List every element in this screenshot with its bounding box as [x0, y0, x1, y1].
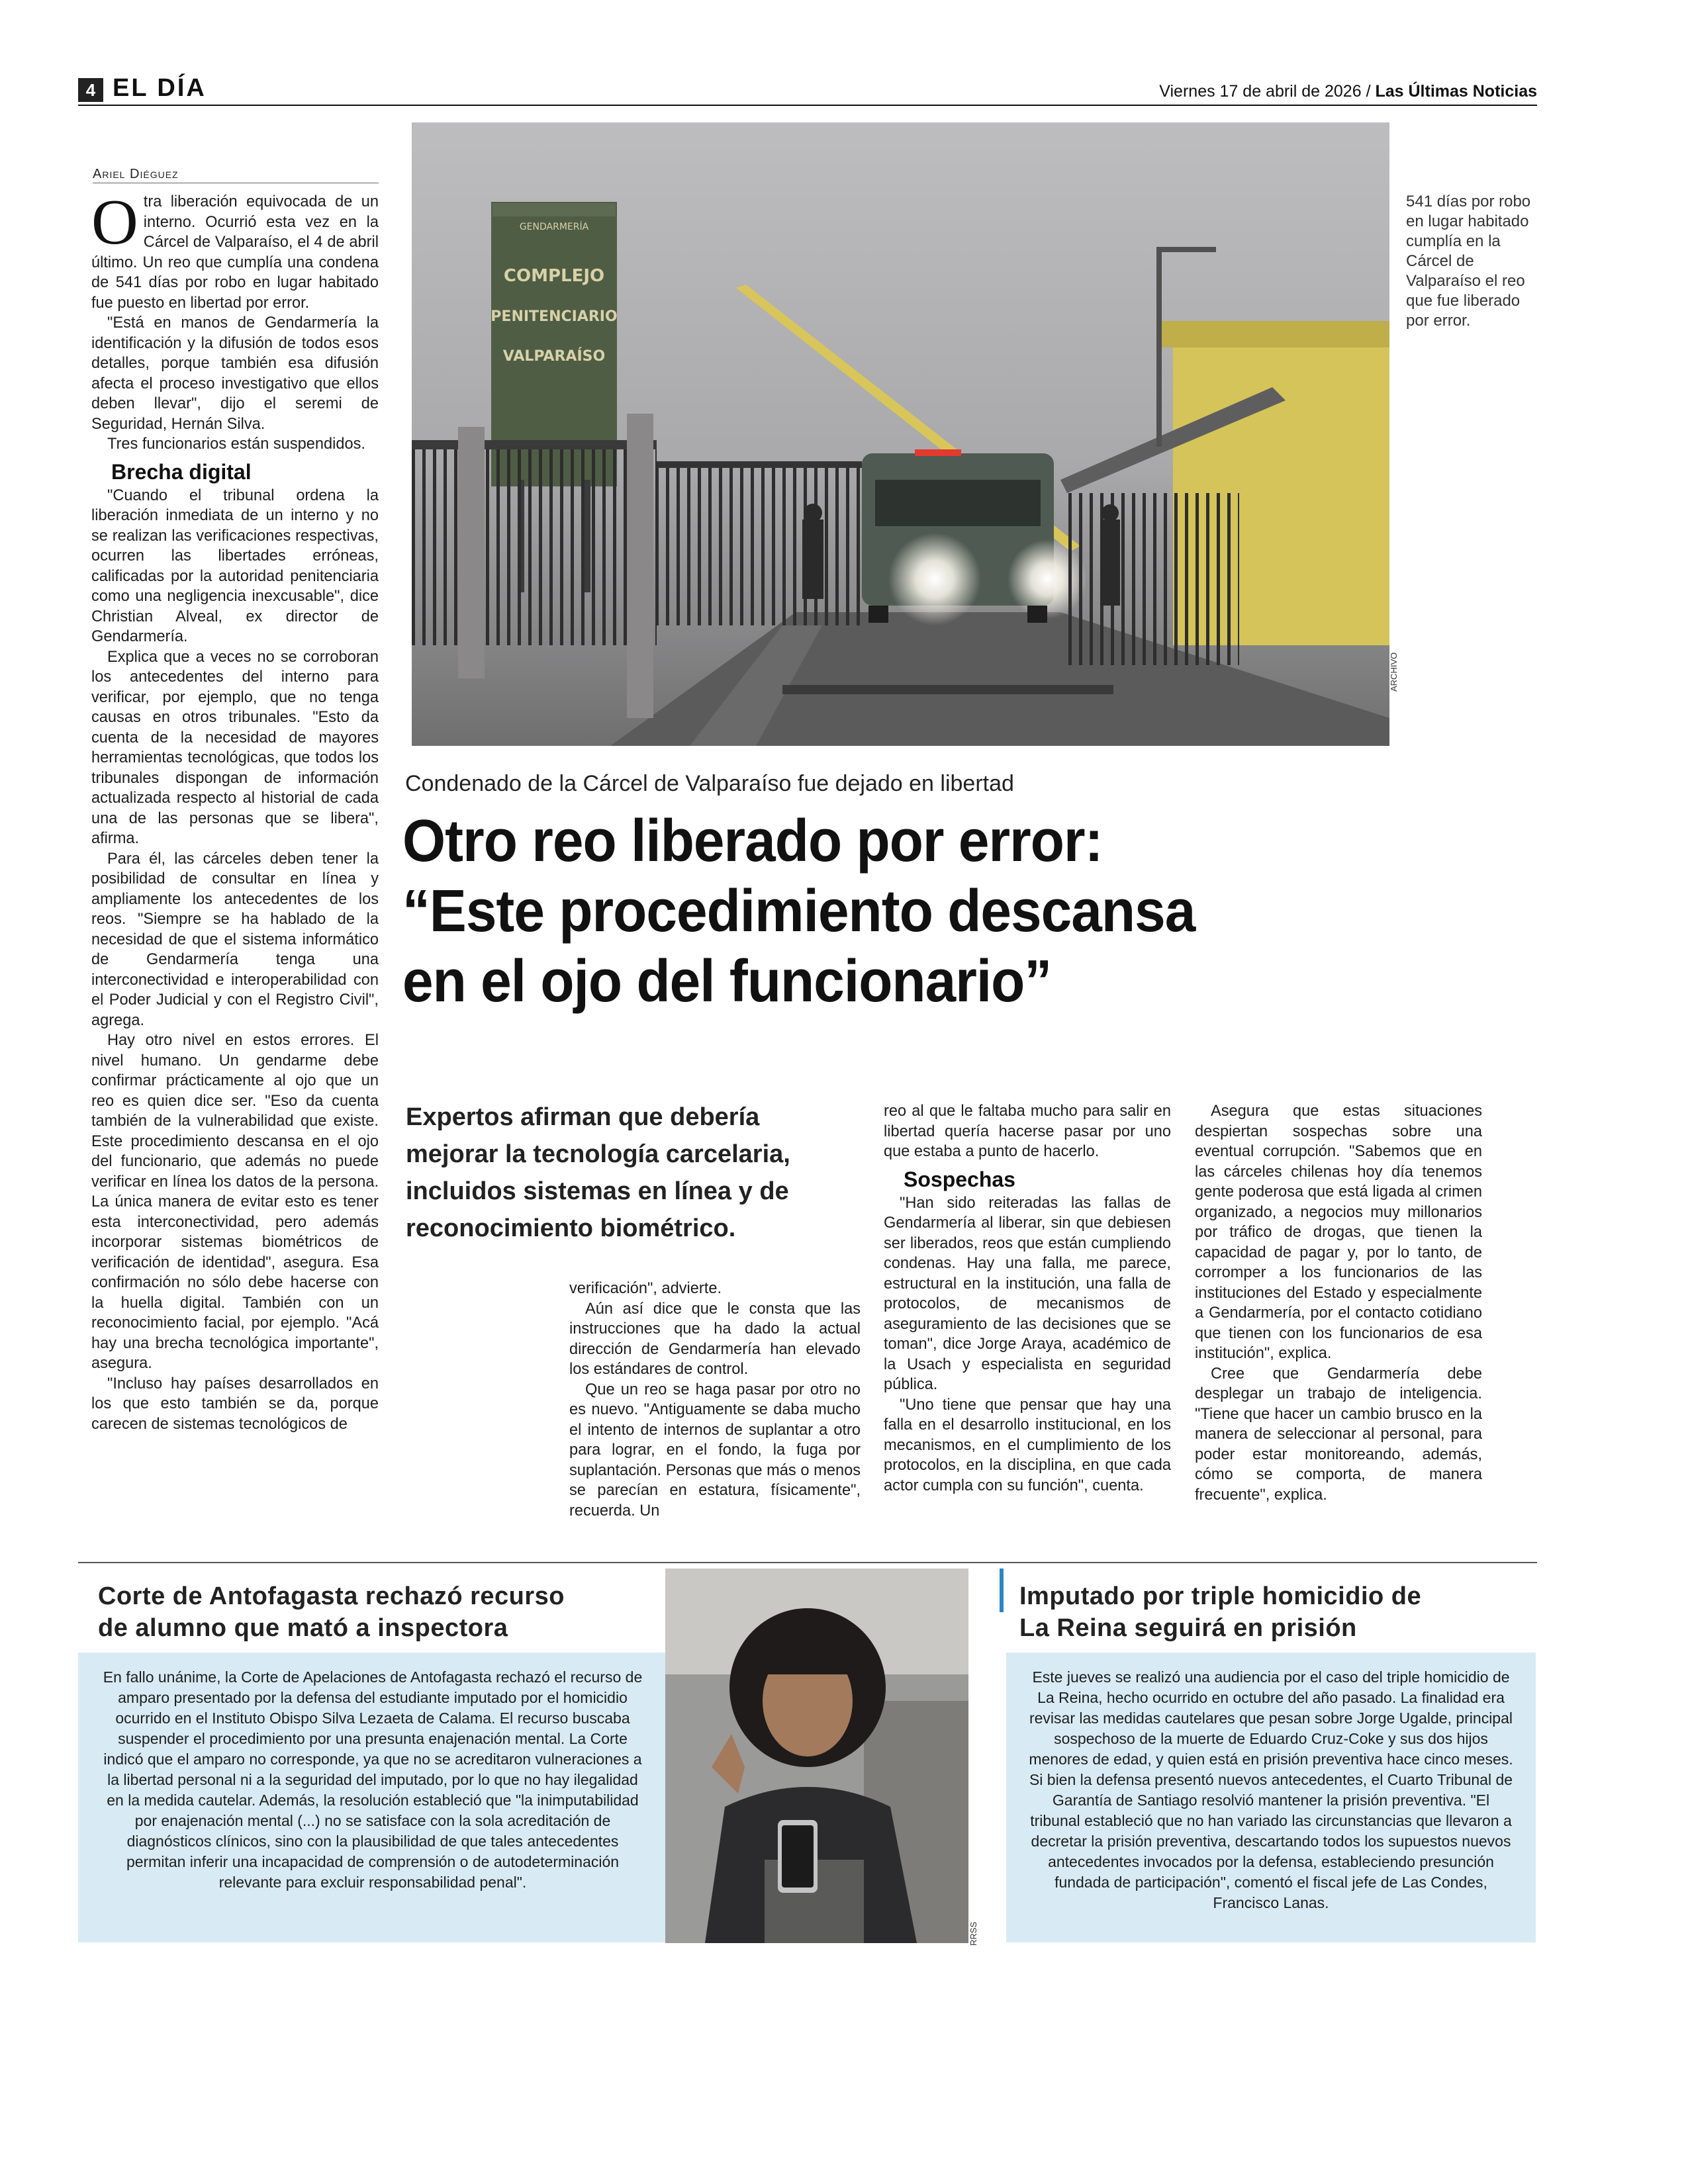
paragraph: Cree que Gendarmería debe desplegar un trabajo de inteligencia. "Tiene que hacer un cambio brusco en la manera de seleccionar al personal, para poder estar monitoreando, además, cómo se comporta, de manera frecuente", explica.	[1195, 1365, 1482, 1504]
subhead-sospechas: Sospechas	[904, 1167, 1015, 1191]
section-divider	[78, 1562, 1537, 1563]
brief-1-box	[78, 1653, 667, 1942]
sign-text-1: GENDARMERÍA	[519, 222, 589, 232]
lead-paragraph: Otra liberación equivocada de un interno. Ocurrió esta vez en la Cárcel de Valparaíso, el 4 de abril último. Un reo que cumplía una condena de 541 días por robo en lugar habitado fue puesto en libertad por error.	[91, 187, 379, 312]
paragraph: Tres funcionarios están suspendidos.	[107, 435, 365, 453]
brief-2-accent-bar	[1000, 1569, 1004, 1612]
photo-credit: ARCHIVO	[1389, 652, 1399, 692]
brief-1-text: En fallo unánime, la Corte de Apelaciones de Antofagasta rechazó el recurso de amparo presentado por la defensa del estudiante imputado por el homicidio ocurrido en el Instituto Obispo Silva Lezaeta de Calama. El recurso buscaba suspender el procedimiento por una presunta enajenación mental. La Corte indicó que el amparo no corresponde, ya que no se acreditaron vulneraciones a la libertad personal ni a la seguridad del imputado, por lo que no hay ilegalidad en la medida cautelar. Además, la resolución estableció que "la inimputabilidad por enajenación mental (...) no se satisface con la sola acreditación de diagnósticos clínicos, sino con la plausibilidad de que tales antecedentes permitan inferir una incapacidad de comprensión o de autodeterminación relevante para excluir responsabilidad penal".	[103, 1668, 643, 1891]
paragraph: "Está en manos de Gendarmería la identificación y la difusión de todos esos detalles, porque también esa difusión afecta el proceso investigativo que ellos deben llevar", dijo el seremi de Seguridad, Hernán Silva.	[91, 314, 379, 433]
page-number: 4	[78, 78, 103, 102]
paragraph: Que un reo se haga pasar por otro no es nuevo. "Antiguamente se daba mucho el intento de internos de suplantar a otro para lograr, en el fondo, la fuga por suplantación. Personas que más o menos se parecían en estatura, físicamente", recuerda. Un	[569, 1381, 861, 1520]
headline-line: Otro reo liberado por error:	[402, 808, 1103, 874]
sign-text-3: PENITENCIARIO	[491, 308, 618, 325]
byline: Ariel Diéguez	[93, 167, 179, 181]
paragraph: Asegura que estas situaciones despiertan sospechas sobre una eventual corrupción. "Sabemos que en las cárceles chilenas hoy día tenemos gente poderosa que está ligada al crimen organizado, a negocios muy millonarios por tráfico de drogas, que tienen la capacidad de pagar y, por lo tanto, de corromper a los funcionarios de las instituciones del Estado y especialmente a Gendarmería, por el contacto cotidiano que tienen con los funcionarios de esa institución", explica.	[1195, 1103, 1482, 1362]
paragraph: "Uno tiene que pensar que hay una falla en el desarrollo institucional, en los mecanismos, en el cumplimiento de los protocolos, en la disciplina, en que cada actor cumpla con su función", cuenta.	[884, 1396, 1171, 1494]
brief-2-text: Este jueves se realizó una audiencia por el caso del triple homicidio de La Reina, hecho ocurrido en octubre del año pasado. La finalidad era revisar las medidas cautelares que pesan sobre Jorge Ugalde, principal sospechoso de la muerte de Eduardo Cruz-Coke y sus dos hijos menores de edad, y quien está en prisión preventiva hace cinco meses. Si bien la defensa presentó nuevos antecedentes, el Cuarto Tribunal de Garantía de Santiago resolvió mantener la prisión preventiva. "El tribunal estableció que no han variado las circunstancias que llevaron a decretar la prisión preventiva, descartando todos los supuestos nuevos antecedentes invocados por la defensa, estableciendo presunción fundada de participación", comentó el fiscal jefe de Las Condes, Francisco Lanas.	[1029, 1668, 1513, 1911]
headline-line: “Este procedimiento descansa	[402, 878, 1196, 944]
issue-date: Viernes 17 de abril de 2026	[1159, 82, 1362, 101]
sign-text-2: COMPLEJO	[503, 266, 605, 286]
paragraph: Explica que a veces no se corroboran los antecedentes del interno para verificar, por ejemplo, que no tenga causas en otros tribunales. "Esto da cuenta de la necesidad de mayores herramientas tecnológicas, que todos los tribunales dispongan de información actualizada respecto al historial de cada una de las personas que se libera", afirma.	[91, 648, 379, 847]
publication-name: Las Últimas Noticias	[1375, 82, 1537, 101]
paragraph: Hay otro nivel en estos errores. El nivel humano. Un gendarme debe confirmar prácticamente al ojo que un reo es quien dice ser. "Eso da cuenta también de la vulnerabilidad que existe. Este procedimiento descansa en el ojo del funcionario, que además no puede verificar en línea los datos de la persona. La única manera de evitar esto es tener esta interconectividad, pero además incorporar sistemas biométricos de verificación de identidad", asegura. Esa confirmación no sólo debe hacerse con la huella digital. También con un reconocimiento facial, por ejemplo. "Acá hay una brecha tecnológica importante", asegura.	[91, 1032, 379, 1372]
prison-gate-photo	[412, 122, 1389, 746]
paragraph: Aún así dice que le consta que las instrucciones que ha dado la actual dirección de Gendarmería han elevado los estándares de control.	[569, 1300, 861, 1378]
brief-2-headline: Imputado por triple homicidio de La Reina seguirá en prisión	[1019, 1582, 1422, 1642]
paragraph: "Han sido reiteradas las fallas de Gendarmería al liberar, sin que debiesen ser liberados, reos que están cumpliendo condenas. Hay una falla, me parece, estructural en la institución, una falla de protocolos, de mecanismos de aseguramiento de las decisiones que se toman", dice Jorge Araya, académico de la Usach y especialista en seguridad pública.	[884, 1194, 1171, 1393]
article-column-4	[1195, 1101, 1482, 1505]
header-dateline	[1159, 82, 1537, 101]
kicker: Condenado de la Cárcel de Valparaíso fue dejado en libertad	[405, 771, 1014, 796]
paragraph: "Cuando el tribunal ordena la liberación inmediata de un interno y no se realizan las verificaciones respectivas, ocurren las libertades erróneas, calificadas por la autoridad penitenciaria como una negligencia inexcusable", dice Christian Alveal, ex director de Gendarmería.	[91, 486, 379, 645]
paragraph: verificación", advierte.	[569, 1280, 722, 1297]
deck: Expertos afirman que debería mejorar la tecnología carcelaria, incluidos sistemas en línea y de reconocimiento biométrico.	[406, 1103, 790, 1242]
paragraph: "Incluso hay países desarrollados en los que esto también se da, porque carecen de sistemas tecnológicos de	[91, 1375, 379, 1433]
sign-text-4: VALPARAÍSO	[502, 348, 606, 365]
brief-1-headline: Corte de Antofagasta rechazó recurso de alumno que mató a inspectora	[98, 1582, 565, 1642]
section-title: EL DÍA	[113, 74, 207, 102]
paragraph: reo al que le faltaba mucho para salir en libertad quería hacerse pasar por uno que estaba a punto de hacerlo.	[884, 1103, 1171, 1160]
article-column-2	[569, 1279, 861, 1521]
student-photo-credit: RRSS	[968, 1921, 978, 1946]
drop-cap: O	[91, 187, 138, 258]
article-column-3	[884, 1101, 1171, 1496]
student-photo	[665, 1569, 968, 1943]
subhead-brecha-digital: Brecha digital	[111, 459, 252, 484]
main-headline	[402, 806, 1449, 1017]
header-separator: /	[1366, 82, 1371, 101]
paragraph: Para él, las cárceles deben tener la posibilidad de consultar en línea y ampliamente los antecedentes de los reos. "Siempre se ha hablado de la necesidad de que el sistema informático de Gendarmería tenga una interconectividad e interoperabilidad con el Poder Judicial y con el Registro Civil", agrega.	[91, 850, 379, 1029]
photo-caption: 541 días por robo en lugar habitado cumplía en la Cárcel de Valparaíso el reo que fue liberado por error.	[1406, 193, 1531, 330]
brief-2-box	[1006, 1653, 1536, 1942]
headline-line: en el ojo del funcionario”	[402, 948, 1052, 1015]
article-column-1	[91, 187, 379, 1434]
header-rule	[78, 105, 1537, 106]
